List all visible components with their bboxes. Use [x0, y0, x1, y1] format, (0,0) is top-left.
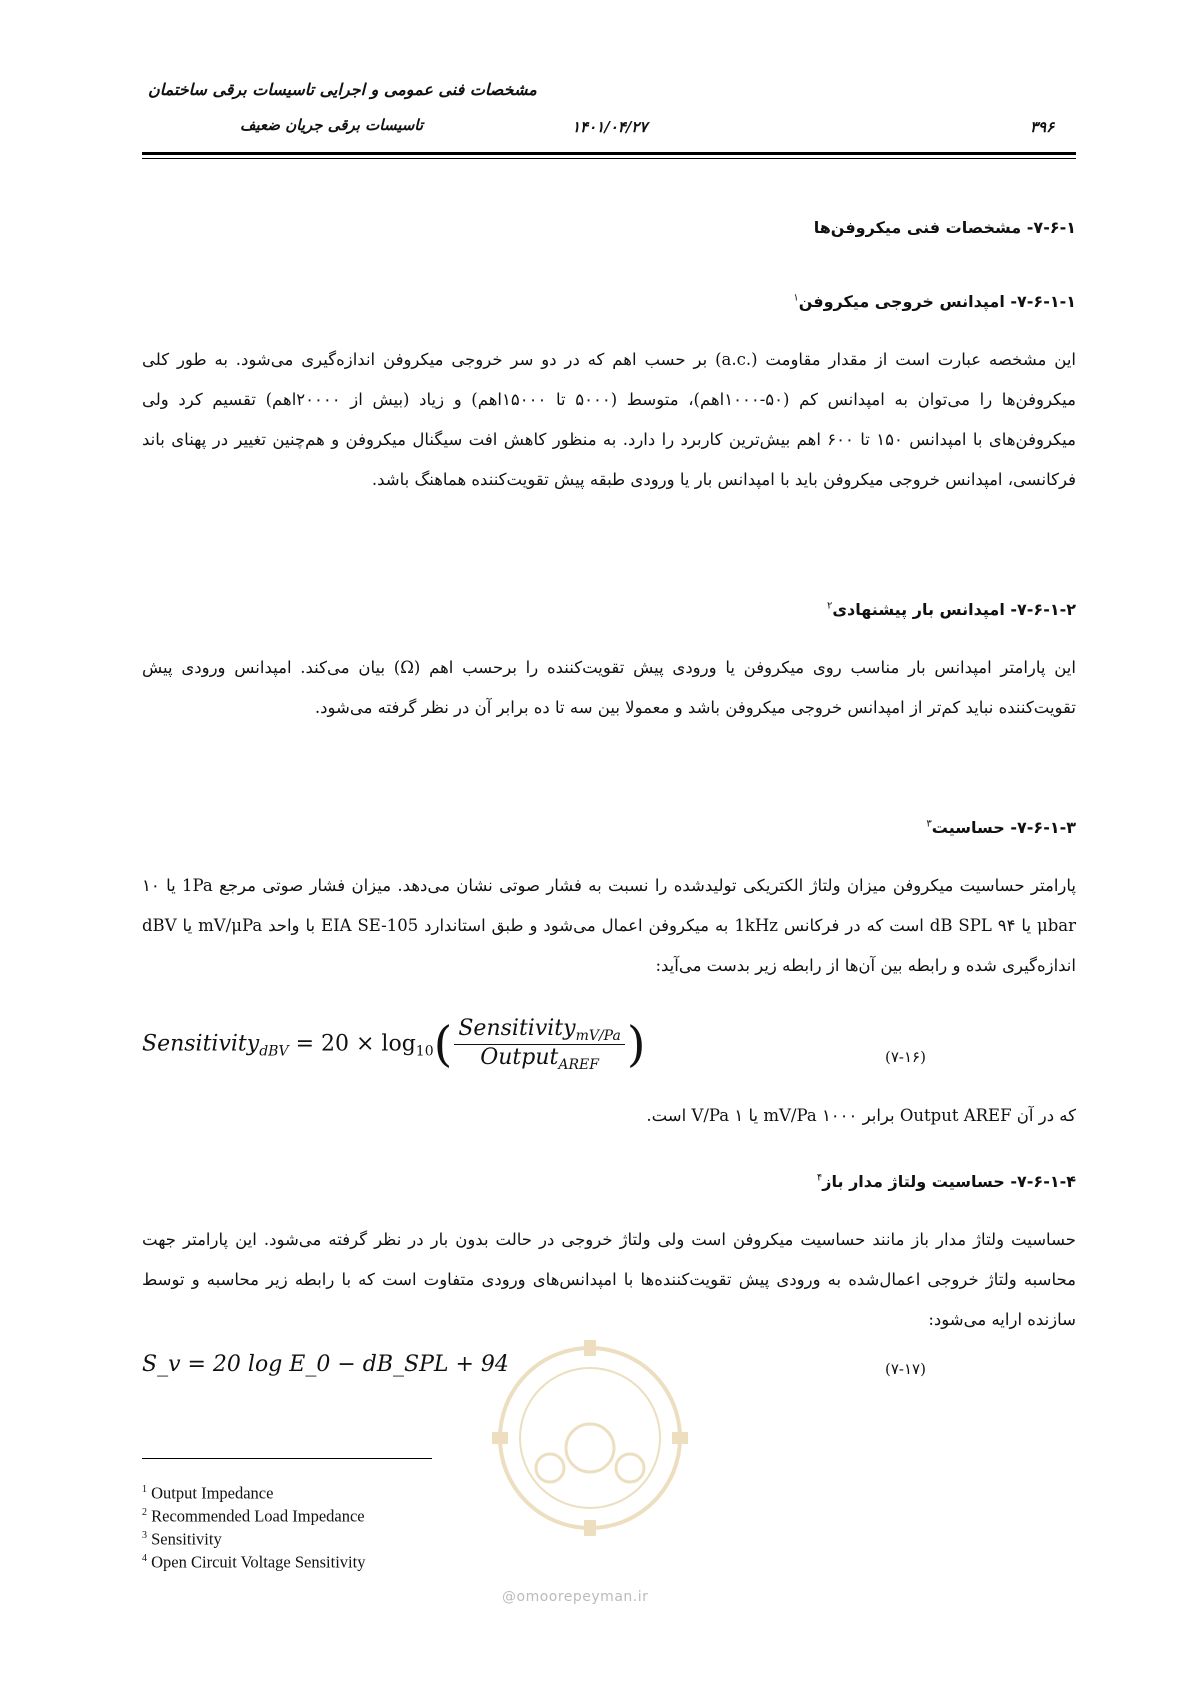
equation-open-circuit — [142, 1352, 509, 1377]
footnote-ref: ۲ — [826, 600, 833, 612]
eq-numerator: Sensitivity — [458, 1016, 576, 1041]
footnote-text: Recommended Load Impedance — [151, 1506, 365, 1526]
footnote-ref: ۳ — [926, 818, 932, 830]
watermark-text: @omoorepeyman.ir — [502, 1589, 649, 1605]
subsection-body-1: این مشخصه عبارت است از مقدار مقاومت (.a.c) بر حسب اهم که در دو سر خروجی میکروفن اندازه‌گیری می‌شود. به طور کلی میکروفن‌ها را می‌توان به امپدانس کم (۵۰-۱۰۰۰اهم)، متوسط (۵۰۰۰ تا ۱۵۰۰۰اهم) و زیاد (بیش از ۲۰۰۰۰اهم) تقسیم کرد ولی میکروفن‌های با امپدانس ۱۵۰ تا ۶۰۰ اهم بیش‌ترین کاربرد را دارد. به منظور کاهش افت سیگنال میکروفن و هم‌چنین تغییر در پهنای باند فرکانسی، امپدانس خروجی میکروفن باید با امپدانس بار یا ورودی طبقه پیش تقویت‌کننده هماهنگ باشد. — [142, 350, 1077, 489]
footnote-text: Open Circuit Voltage Sensitivity — [151, 1552, 366, 1572]
document-date: ۱۴۰۱/۰۴/۲۷ — [572, 118, 648, 136]
footnote-text: Sensitivity — [151, 1529, 222, 1549]
eq-coef: = 20 × log — [295, 1031, 416, 1057]
equation-number: (۷-۱۶) — [885, 1048, 926, 1066]
eq-lhs: Sensitivity — [142, 1031, 260, 1057]
footnote-ref: ۱ — [793, 292, 799, 304]
footnote-rule — [142, 1458, 432, 1459]
document-subtitle: تاسیسات برقی جریان ضعیف — [240, 116, 424, 134]
eq-paren-close: ) — [626, 1016, 646, 1073]
eq-denominator-sub: AREF — [558, 1057, 599, 1073]
section-title: ۷-۶-۱- مشخصات فنی میکروفن‌ها — [813, 218, 1076, 237]
eq-open-circuit-text: S_v = 20 log E_0 − dB_SPL + 94 — [142, 1352, 509, 1377]
footnote-num: 4 — [142, 1553, 147, 1564]
gear-seal-logo-icon — [490, 1328, 690, 1568]
subsection-body-4: حساسیت ولتاژ مدار باز مانند حساسیت میکروفن است ولی ولتاژ خروجی در حالت بدون بار در نظر گرفته می‌شود. این پارامتر جهت محاسبه ولتاژ خروجی اعمال‌شده به ورودی پیش تقویت‌کننده‌ها با امپدانس‌های ورودی متفاوت است که با رابطه زیر محاسبه و توسط سازنده ارایه می‌شود: — [142, 1230, 1076, 1329]
subsection-title: ۷-۶-۱-۳- حساسیت — [931, 818, 1076, 837]
eq-paren-open: ( — [433, 1016, 453, 1073]
subsection-body-2: این پارامتر امپدانس بار مناسب روی میکروفن یا ورودی پیش تقویت‌کننده را برحسب اهم (Ω) بیان می‌کند. امپدانس ورودی پیش تقویت‌کننده نباید کم‌تر از امپدانس خروجی میکروفن باشد و معمولا بین سه تا ده برابر آن در نظر گرفته می‌شود. — [142, 658, 1076, 717]
subsection-title: ۷-۶-۱-۱- امپدانس خروجی میکروفن — [798, 292, 1076, 311]
header-rule-thick — [142, 152, 1076, 155]
equation-number: (۷-۱۷) — [885, 1360, 926, 1378]
footnote-num: 1 — [142, 1484, 147, 1495]
eq-numerator-sub: mV/Pa — [575, 1028, 621, 1044]
subsection-heading-2 — [827, 600, 1076, 619]
footnote-ref: ۴ — [816, 1172, 823, 1184]
eq-fraction — [454, 1016, 624, 1073]
equation-sensitivity — [142, 1016, 646, 1073]
eq-log-base: 10 — [415, 1043, 434, 1060]
subsection-heading-1 — [793, 292, 1076, 311]
footnote-num: 2 — [142, 1507, 147, 1518]
subsection-title: ۷-۶-۱-۴- حساسیت ولتاژ مدار باز — [822, 1172, 1076, 1191]
header-rule-thin — [142, 158, 1076, 159]
subsection-heading-3 — [926, 818, 1076, 837]
footnote-num: 3 — [142, 1530, 147, 1541]
equation-explanation: که در آن Output AREF برابر ۱۰۰۰ mV/Pa یا ۱ V/Pa است. — [646, 1106, 1076, 1125]
subsection-heading-4 — [817, 1172, 1076, 1191]
subsection-body-3: پارامتر حساسیت میکروفن میزان ولتاژ الکتریکی تولیدشده را نسبت به فشار صوتی نشان می‌دهد. میزان فشار صوتی مرجع 1Pa یا ۱۰ μbar یا ۹۴ dB SPL است که در فرکانس 1kHz به میکروفن اعمال می‌شود و طبق استاندارد EIA SE-105 با واحد mV/μPa یا dBV اندازه‌گیری شده و رابطه بین آن‌ها از رابطه زیر بدست می‌آید: — [142, 876, 1077, 975]
footnote-4 — [142, 1547, 365, 1574]
subsection-title: ۷-۶-۱-۲- امپدانس بار پیشنهادی — [832, 600, 1076, 619]
footnote-text: Output Impedance — [151, 1483, 274, 1503]
eq-denominator: Output — [480, 1045, 559, 1070]
eq-lhs-sub: dBV — [259, 1043, 289, 1060]
document-title: مشخصات فنی عمومی و اجرایی تاسیسات برقی ساختمان — [148, 80, 537, 99]
page-number: ۳۹۶ — [1030, 118, 1055, 136]
